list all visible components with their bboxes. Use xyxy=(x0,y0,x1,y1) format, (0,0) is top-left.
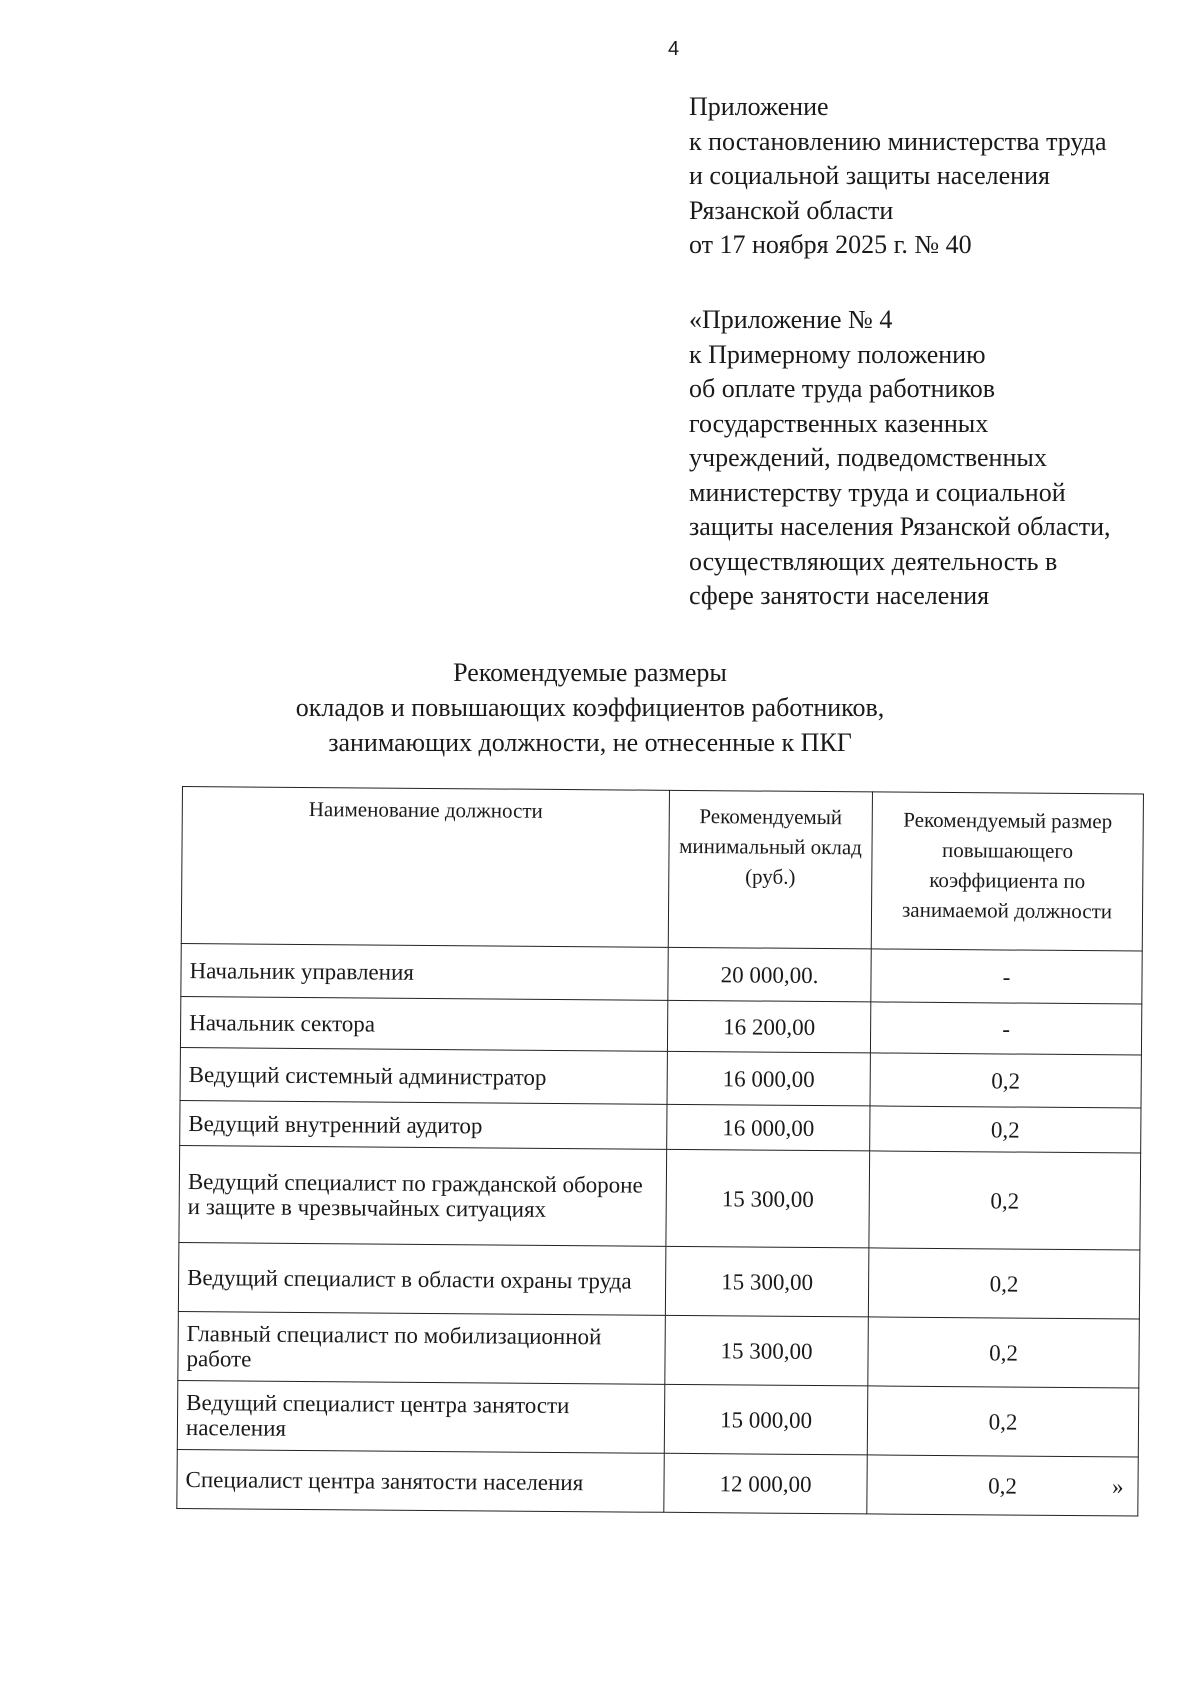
cell-coefficient: 0,2 xyxy=(868,1317,1140,1388)
table-row xyxy=(178,1311,1140,1388)
appendix-inner-line: осуществляющих деятельность в xyxy=(689,546,1058,576)
table-row xyxy=(180,1047,1141,1108)
appendix-inner-line: сфере занятости населения xyxy=(689,581,990,610)
cell-position: Главный специалист по мобилизационной работе xyxy=(178,1311,666,1384)
table-row xyxy=(178,1242,1140,1319)
table-row xyxy=(177,1380,1139,1457)
appendix-header-line: от 17 ноября 2025 г. № 40 xyxy=(689,230,972,259)
appendix-header-line: и социальной защиты населения xyxy=(689,161,1050,190)
cell-salary: 15 000,00 xyxy=(664,1384,868,1455)
appendix-inner-line: к Примерному положению xyxy=(689,339,986,369)
cell-coefficient: - xyxy=(871,949,1142,1004)
table-row xyxy=(179,1145,1141,1250)
appendix-header-line: к постановлению министерства труда xyxy=(689,126,1107,156)
appendix-inner-line: учреждений, подведомственных xyxy=(689,443,1047,472)
header-coefficient: Рекомендуемый размер повышающего коэффициента по занимаемой должности xyxy=(871,792,1143,951)
cell-salary: 15 300,00 xyxy=(665,1315,869,1386)
cell-position: Ведущий специалист в области охраны труда xyxy=(178,1242,666,1315)
cell-salary: 20 000,00. xyxy=(668,947,871,1002)
cell-position: Специалист центра занятости населения xyxy=(177,1449,664,1512)
cell-salary: 16 200,00 xyxy=(667,1000,870,1053)
appendix-header-line: Приложение xyxy=(689,92,829,121)
cell-position: Ведущий специалист центра занятости населения xyxy=(177,1380,665,1453)
appendix-inner-line: об оплате труда работников xyxy=(689,374,996,403)
cell-salary: 16 000,00 xyxy=(667,1051,870,1106)
title-line: Рекомендуемые размеры xyxy=(453,658,727,687)
header-salary: Рекомендуемый минимальный оклад (руб.) xyxy=(668,790,872,949)
cell-position: Ведущий внутренний аудитор xyxy=(180,1100,667,1149)
cell-salary: 15 300,00 xyxy=(666,1149,870,1248)
cell-coefficient: 0,2 xyxy=(867,1386,1139,1457)
appendix-inner xyxy=(689,303,1169,614)
cell-coefficient: 0,2 xyxy=(868,1248,1140,1319)
appendix-header-line: Рязанской области xyxy=(689,195,894,225)
title-line: занимающих должности, не отнесенные к ПКГ xyxy=(328,728,852,757)
cell-coefficient: - xyxy=(870,1002,1141,1055)
appendix-header xyxy=(689,90,1169,263)
title-line: окладов и повышающих коэффициентов работников, xyxy=(295,693,885,722)
cell-salary: 12 000,00 xyxy=(664,1453,867,1514)
cell-coefficient: 0,2 xyxy=(870,1053,1141,1108)
appendix-inner-line: «Приложение № 4 xyxy=(689,305,893,334)
document-title xyxy=(160,655,1020,760)
cell-salary: 16 000,00 xyxy=(667,1104,870,1151)
table-row xyxy=(180,1100,1141,1153)
table-row xyxy=(180,996,1141,1055)
table-row xyxy=(177,1449,1138,1516)
closing-quote: » xyxy=(1111,1473,1124,1499)
cell-position: Ведущий системный администратор xyxy=(180,1047,667,1104)
cell-coefficient: 0,2 xyxy=(870,1106,1141,1153)
table-row xyxy=(181,943,1142,1004)
appendix-inner-line: государственных казенных xyxy=(689,408,989,438)
header-position: Наименование должности xyxy=(181,787,669,948)
cell-coefficient-last xyxy=(867,1455,1138,1516)
salary-table xyxy=(176,786,1144,1517)
cell-position: Начальник управления xyxy=(181,943,668,1000)
cell-position: Начальник сектора xyxy=(180,996,667,1051)
cell-position: Ведущий специалист по гражданской обороне и защите в чрезвычайных ситуациях xyxy=(179,1145,667,1246)
table-header-row xyxy=(181,787,1143,952)
appendix-inner-line: защиты населения Рязанской области, xyxy=(689,512,1111,541)
page-number: 4 xyxy=(668,38,680,60)
appendix-inner-line: министерству труда и социальной xyxy=(689,477,1066,507)
cell-coefficient: 0,2 xyxy=(869,1151,1141,1250)
cell-salary: 15 300,00 xyxy=(665,1246,869,1317)
cell-coefficient: 0,2 xyxy=(988,1472,1018,1499)
